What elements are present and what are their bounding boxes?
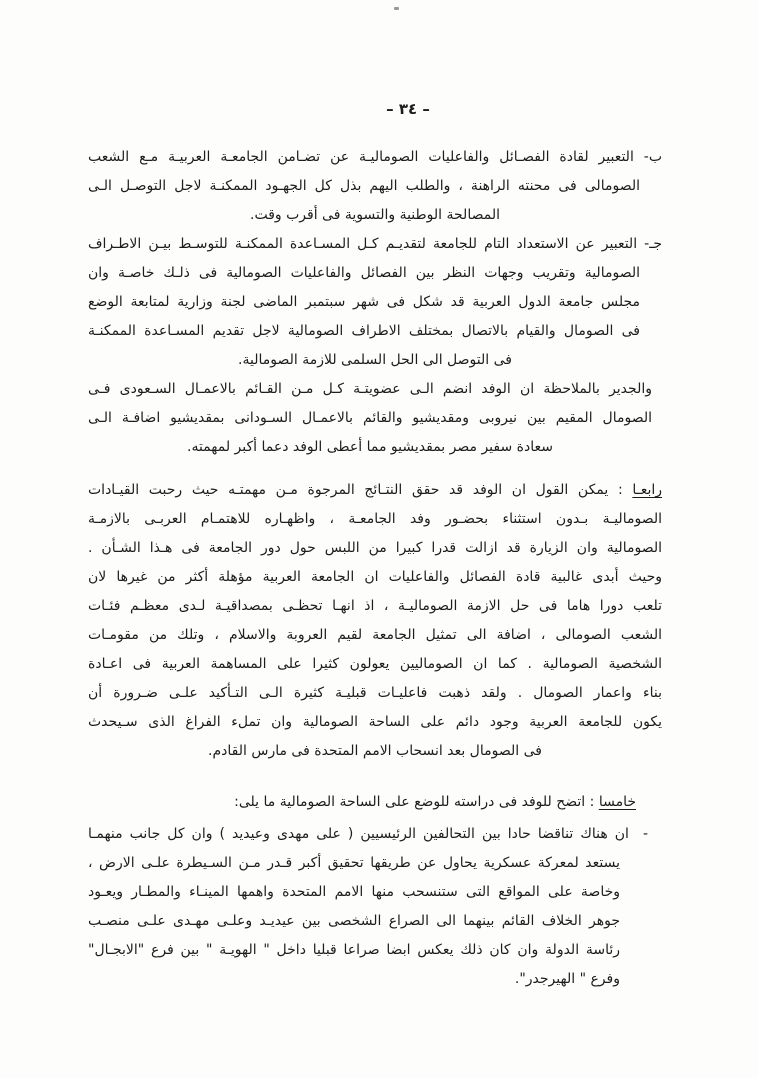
text-line: الصومالية وتقريب وجهات النظر بين الفصائل والفاعليات الصومالية فى ذلـك خاصـة وان	[88, 265, 640, 281]
text-span: ان هناك تناقضا حادا بين التحالفين الرئيسيين ( على مهدى وعيديد ) وان كل جانب منهمـا	[88, 826, 629, 842]
paragraph-jeem	[88, 230, 662, 375]
text-line: مجلس جامعة الدول العربية قد شكل فى شهر سبتمبر الماضى لجنة وزارية لمتابعة الوضع	[88, 294, 640, 310]
paragraph-remark	[88, 375, 662, 462]
text-line: الصومالية وان الزيارة قد ازالت قدرا كبيرا من اللبس حول دور الجامعة فى هـذا الشـأن .	[88, 540, 662, 556]
text-line	[88, 788, 662, 817]
text-line: سعادة سفير مصر بمقديشيو مما أعطى الوفد دعما أكبر لمهمته.	[187, 439, 553, 455]
text-line	[88, 820, 648, 849]
text-line: وحيث أبدى غالبية قادة الفصائل والفاعليات ان الجامعة العربية مؤهلة أكثر من غيرها لان	[88, 569, 662, 585]
bullet-item	[88, 820, 662, 994]
bullet-dash: -	[642, 826, 648, 842]
text-line: بناء واعمار الصومال . ولقد ذهبت فاعليـات قبليـة كثيرة الـى التـأكيد علـى ضـرورة أن	[88, 685, 662, 701]
section-fourth-heading: رابعـا	[632, 482, 662, 498]
text-line: وفرع " الهيرجدر".	[514, 971, 620, 987]
text-line: المصالحة الوطنية والتسوية فى أقرب وقت.	[250, 207, 500, 223]
text-line: رئاسة الدولة وان كان ذلك يعكس ابضا صراعا قبليا داخل " الهويـة " بين فرع "الابجـال"	[88, 942, 620, 958]
text-line: تلعب دورا هاما فى حل الازمة الصوماليـة ، اذ انهـا تحظـى بمصداقيـة لـدى معظـم فئـات	[88, 598, 662, 614]
text-line: فى التوصل الى الحل السلمى للازمة الصومالية.	[238, 352, 512, 368]
text-line: فى الصومال والقيام بالاتصال بمختلف الاطراف الصومالية لاجل تقديم المسـاعدة الممكنـة	[88, 323, 640, 339]
text-span: : يمكن القول ان الوفد قد حقق النتـائج المرجوة مـن مهمتـه حيث رحبت القيـادات	[88, 482, 633, 498]
section-fourth	[88, 476, 662, 766]
page-number: – ٣٤ –	[386, 100, 430, 118]
text-line: الصومالى فى محنته الراهنة ، والطلب اليهم بذل كل الجهـود الممكنـة لاجل التوصـل الـى	[88, 178, 640, 194]
text-line: يستعد لمعركة عسكرية يحاول عن طريقها تحقيق أكبر قـدر مـن السـيطرة علـى الارض ،	[88, 855, 620, 871]
text-line: الصوماليـة بـدون استثناء بحضـور وفد الجامعـة ، واظهـاره للاهتمـام العربـى بالازمـة	[88, 511, 662, 527]
text-line: جوهر الخلاف القائم بينهما الى الصراع الشخصى بين عيديـد وعلـى مهـدى علـى منصـب	[88, 913, 620, 929]
scan-artifact-dot	[394, 7, 399, 10]
text-line: وخاصة على المواقع التى ستنسحب منها الامم المتحدة واهمها المينـاء والمطـار ويعـود	[88, 884, 620, 900]
text-span: : اتضح للوفد فى دراسته للوضع على الساحة الصومالية ما يلى:	[234, 794, 599, 810]
text-line: الصومال المقيم بين نيروبى ومقديشيو والقائم بالاعمـال السـودانى بمقديشيو اضافـة الـى	[88, 410, 652, 426]
document-body	[88, 143, 662, 994]
text-line: والجدير بالملاحظة ان الوفد انضم الـى عضويتـة كـل مـن القـائم بالاعمـال السـعودى فـى	[88, 381, 652, 397]
text-line: فى الصومال بعد انسحاب الامم المتحدة فى مارس القادم.	[208, 743, 542, 759]
text-line	[88, 476, 662, 505]
section-fifth-heading: خامسا	[598, 794, 636, 810]
paragraph-b	[88, 143, 662, 230]
text-line: ب- التعبير لقادة الفصـائل والفاعليات الصوماليـة عن تضـامن الجامعـة العربيـة مـع الشعب	[88, 149, 662, 165]
text-line: يكون للجامعة العربية وجود دائم على الساحة الصومالية وان تملء الفراغ الذى سـيحدث	[88, 714, 662, 730]
text-line: الشخصية الصومالية . كما ان الصوماليين يعولون كثيرا على المساهمة العربية فى اعـادة	[88, 656, 662, 672]
text-line: الشعب الصومالى ، اضافة الى تمثيل الجامعة لقيم العروبة والاسلام ، وتلك من مقومـات	[88, 627, 662, 643]
text-line: جـ- التعبير عن الاستعداد التام للجامعة لتقديـم كـل المسـاعدة الممكنـة للتوسـط بيـن الاطـراف	[88, 236, 662, 252]
section-fifth	[88, 788, 662, 817]
